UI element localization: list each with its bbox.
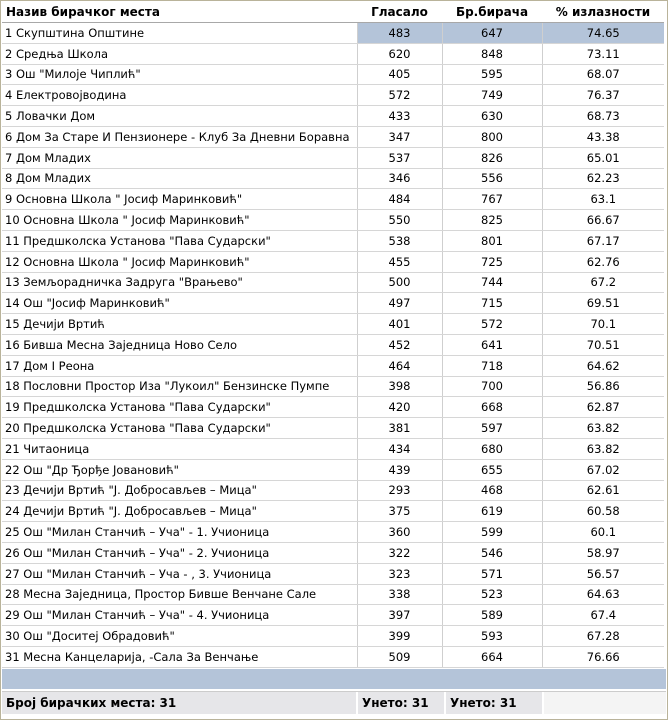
voted-cell: 439: [357, 459, 442, 480]
table-row[interactable]: [2, 355, 664, 376]
voters-cell: 571: [442, 563, 542, 584]
column-header-turnout[interactable]: % излазности: [542, 1, 664, 23]
table-row[interactable]: [2, 584, 664, 605]
turnout-cell: 63.82: [542, 438, 664, 459]
turnout-cell: 58.97: [542, 542, 664, 563]
station-name-cell: 5 Ловачки Дом: [2, 106, 357, 127]
voted-cell: 452: [357, 334, 442, 355]
turnout-cell: 62.61: [542, 480, 664, 501]
table-row[interactable]: [2, 646, 664, 667]
voted-cell: 484: [357, 189, 442, 210]
turnout-cell: 62.76: [542, 251, 664, 272]
turnout-cell: 67.17: [542, 230, 664, 251]
voted-cell: 399: [357, 626, 442, 647]
voted-cell: 347: [357, 126, 442, 147]
station-name-cell: 30 Ош "Доситеј Обрадовић": [2, 626, 357, 647]
table-row[interactable]: [2, 397, 664, 418]
voted-cell: 375: [357, 501, 442, 522]
station-name-cell: 26 Ош "Милан Станчић – Уча" - 2. Учионица: [2, 542, 357, 563]
table-row[interactable]: [2, 147, 664, 168]
station-name-cell: 12 Основна Школа " Јосиф Маринковић": [2, 251, 357, 272]
turnout-cell: 74.65: [542, 23, 664, 44]
turnout-table: [2, 1, 664, 668]
voted-cell: 434: [357, 438, 442, 459]
voters-cell: 647: [442, 23, 542, 44]
entered-count-voted: Унето: 31: [358, 692, 446, 714]
station-name-cell: 1 Скупштина Општине: [2, 23, 357, 44]
station-name-cell: 23 Дечији Вртић "Ј. Добросављев – Мица": [2, 480, 357, 501]
table-row[interactable]: [2, 64, 664, 85]
voters-cell: 599: [442, 522, 542, 543]
station-name-cell: 17 Дом I Реона: [2, 355, 357, 376]
turnout-cell: 67.28: [542, 626, 664, 647]
voters-cell: 848: [442, 43, 542, 64]
table-row[interactable]: [2, 293, 664, 314]
voters-cell: 664: [442, 646, 542, 667]
station-name-cell: 18 Пословни Простор Иза "Лукоил" Бензинске Пумпе: [2, 376, 357, 397]
voters-cell: 641: [442, 334, 542, 355]
voters-cell: 668: [442, 397, 542, 418]
voters-cell: 630: [442, 106, 542, 127]
table-row[interactable]: [2, 480, 664, 501]
turnout-cell: 43.38: [542, 126, 664, 147]
station-name-cell: 16 Бивша Месна Заједница Ново Село: [2, 334, 357, 355]
voted-cell: 397: [357, 605, 442, 626]
station-name-cell: 24 Дечији Вртић "Ј. Добросављев – Мица": [2, 501, 357, 522]
station-name-cell: 28 Месна Заједница, Простор Бивше Венчане Сале: [2, 584, 357, 605]
turnout-cell: 67.02: [542, 459, 664, 480]
station-name-cell: 29 Ош "Милан Станчић – Уча" - 4. Учионица: [2, 605, 357, 626]
station-name-cell: 27 Ош "Милан Станчић – Уча - , 3. Учионица: [2, 563, 357, 584]
voters-cell: 767: [442, 189, 542, 210]
station-name-cell: 21 Читаоница: [2, 438, 357, 459]
turnout-cell: 73.11: [542, 43, 664, 64]
table-row[interactable]: [2, 418, 664, 439]
table-row[interactable]: [2, 85, 664, 106]
station-name-cell: 4 Електровојводина: [2, 85, 357, 106]
turnout-cell: 70.1: [542, 314, 664, 335]
voted-cell: 464: [357, 355, 442, 376]
voted-cell: 455: [357, 251, 442, 272]
table-row[interactable]: [2, 126, 664, 147]
table-row[interactable]: [2, 314, 664, 335]
turnout-cell: 56.57: [542, 563, 664, 584]
turnout-cell: 70.51: [542, 334, 664, 355]
table-row[interactable]: [2, 459, 664, 480]
voters-cell: 680: [442, 438, 542, 459]
station-name-cell: 8 Дом Младих: [2, 168, 357, 189]
turnout-cell: 60.1: [542, 522, 664, 543]
turnout-cell: 63.82: [542, 418, 664, 439]
station-name-cell: 14 Ош "Јосиф Маринковић": [2, 293, 357, 314]
voted-cell: 497: [357, 293, 442, 314]
table-row[interactable]: [2, 272, 664, 293]
table-row[interactable]: [2, 334, 664, 355]
table-row[interactable]: [2, 106, 664, 127]
station-name-cell: 7 Дом Младих: [2, 147, 357, 168]
station-name-cell: 9 Основна Школа " Јосиф Маринковић": [2, 189, 357, 210]
table-row[interactable]: [2, 501, 664, 522]
voters-cell: 523: [442, 584, 542, 605]
voters-cell: 825: [442, 210, 542, 231]
voters-cell: 597: [442, 418, 542, 439]
voters-cell: 749: [442, 85, 542, 106]
station-count: Број бирачких места: 31: [2, 692, 358, 714]
voters-cell: 619: [442, 501, 542, 522]
voted-cell: 483: [357, 23, 442, 44]
entered-count-voters: Унето: 31: [446, 692, 544, 714]
voted-cell: 537: [357, 147, 442, 168]
voted-cell: 381: [357, 418, 442, 439]
turnout-cell: 63.1: [542, 189, 664, 210]
table-row[interactable]: [2, 230, 664, 251]
table-row[interactable]: [2, 189, 664, 210]
table-row[interactable]: [2, 563, 664, 584]
voters-cell: 718: [442, 355, 542, 376]
turnout-cell: 76.66: [542, 646, 664, 667]
station-name-cell: 20 Предшколска Установа "Пава Сударски": [2, 418, 357, 439]
table-row[interactable]: [2, 542, 664, 563]
voted-cell: 322: [357, 542, 442, 563]
voted-cell: 398: [357, 376, 442, 397]
voters-cell: 655: [442, 459, 542, 480]
station-name-cell: 13 Земљорадничка Задруга "Врањево": [2, 272, 357, 293]
grid-empty-area: [2, 669, 666, 689]
turnout-cell: 66.67: [542, 210, 664, 231]
voted-cell: 338: [357, 584, 442, 605]
voters-cell: 593: [442, 626, 542, 647]
turnout-cell: 60.58: [542, 501, 664, 522]
station-name-cell: 3 Ош "Милоје Чиплић": [2, 64, 357, 85]
voted-cell: 509: [357, 646, 442, 667]
table-row[interactable]: [2, 605, 664, 626]
voters-cell: 744: [442, 272, 542, 293]
voted-cell: 420: [357, 397, 442, 418]
voted-cell: 550: [357, 210, 442, 231]
header-row: [2, 1, 664, 23]
turnout-cell: 64.62: [542, 355, 664, 376]
table-row[interactable]: [2, 23, 664, 44]
table-row[interactable]: [2, 626, 664, 647]
table-row[interactable]: [2, 438, 664, 459]
voted-cell: 620: [357, 43, 442, 64]
station-name-cell: 22 Ош "Др Ђорђе Јовановић": [2, 459, 357, 480]
voters-cell: 468: [442, 480, 542, 501]
table-row[interactable]: [2, 522, 664, 543]
voted-cell: 572: [357, 85, 442, 106]
turnout-cell: 64.63: [542, 584, 664, 605]
voters-cell: 801: [442, 230, 542, 251]
voters-cell: 715: [442, 293, 542, 314]
voted-cell: 360: [357, 522, 442, 543]
voters-cell: 826: [442, 147, 542, 168]
table-row[interactable]: [2, 251, 664, 272]
station-name-cell: 15 Дечији Вртић: [2, 314, 357, 335]
voted-cell: 293: [357, 480, 442, 501]
table-row[interactable]: [2, 376, 664, 397]
turnout-cell: 67.4: [542, 605, 664, 626]
table-row[interactable]: [2, 43, 664, 64]
station-name-cell: 31 Месна Канцеларија, -Сала За Венчање: [2, 646, 357, 667]
voters-cell: 546: [442, 542, 542, 563]
turnout-cell: 69.51: [542, 293, 664, 314]
voted-cell: 346: [357, 168, 442, 189]
column-header-name[interactable]: Назив бирачког места: [2, 1, 357, 23]
voted-cell: 405: [357, 64, 442, 85]
voted-cell: 433: [357, 106, 442, 127]
turnout-cell: 56.86: [542, 376, 664, 397]
table-row[interactable]: [2, 168, 664, 189]
voted-cell: 401: [357, 314, 442, 335]
turnout-cell: 62.87: [542, 397, 664, 418]
turnout-cell: 68.07: [542, 64, 664, 85]
column-header-voted[interactable]: Гласало: [357, 1, 442, 23]
turnout-cell: 62.23: [542, 168, 664, 189]
turnout-cell: 76.37: [542, 85, 664, 106]
voted-cell: 323: [357, 563, 442, 584]
station-name-cell: 10 Основна Школа " Јосиф Маринковић": [2, 210, 357, 231]
voters-cell: 556: [442, 168, 542, 189]
turnout-cell: 65.01: [542, 147, 664, 168]
station-name-cell: 2 Средња Школа: [2, 43, 357, 64]
voters-cell: 572: [442, 314, 542, 335]
voters-cell: 700: [442, 376, 542, 397]
table-row[interactable]: [2, 210, 664, 231]
voted-cell: 538: [357, 230, 442, 251]
station-name-cell: 11 Предшколска Установа "Пава Сударски": [2, 230, 357, 251]
column-header-voters[interactable]: Бр.бирача: [442, 1, 542, 23]
turnout-cell: 68.73: [542, 106, 664, 127]
voters-cell: 589: [442, 605, 542, 626]
summary-footer: [2, 691, 666, 714]
voters-cell: 595: [442, 64, 542, 85]
station-name-cell: 25 Ош "Милан Станчић – Уча" - 1. Учионица: [2, 522, 357, 543]
voted-cell: 500: [357, 272, 442, 293]
station-name-cell: 6 Дом За Старе И Пензионере - Клуб За Дневни Боравна: [2, 126, 357, 147]
turnout-cell: 67.2: [542, 272, 664, 293]
voters-cell: 725: [442, 251, 542, 272]
station-name-cell: 19 Предшколска Установа "Пава Сударски": [2, 397, 357, 418]
voters-cell: 800: [442, 126, 542, 147]
